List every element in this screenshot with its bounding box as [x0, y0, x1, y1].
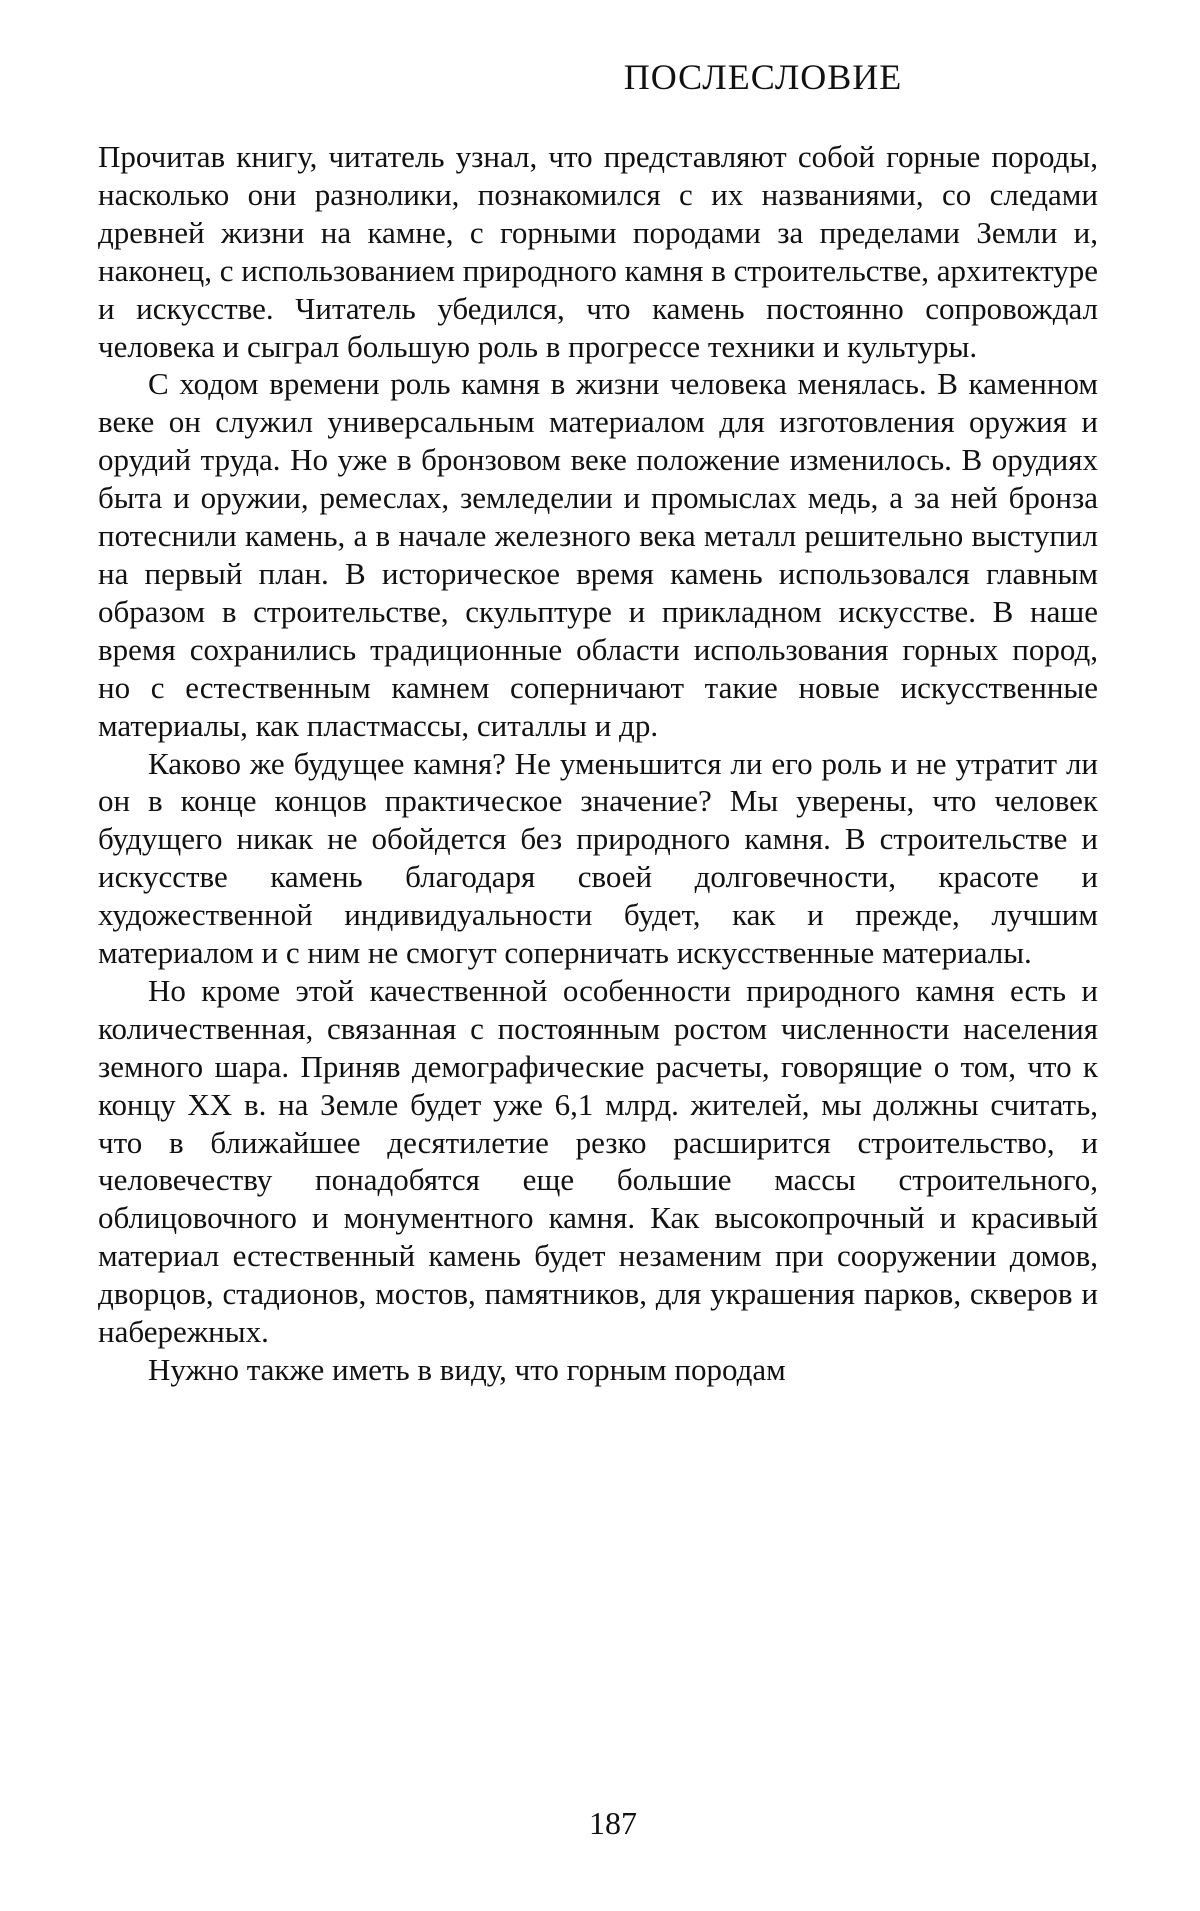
paragraph: С ходом времени роль камня в жизни человека менялась. В каменном веке он служил универсальным материалом для изготовления оружия и орудий труда. Но уже в бронзовом веке положение изменилось. В орудиях быта и оружии, ремеслах, земледелии и промыслах медь, а за ней бронза потеснили камень, а в начале железного века металл решительно выступил на первый план. В историческое время камень использовался главным образом в строительстве, скульптуре и прикладном искусстве. В наше время сохранились традиционные области использования горных пород, но с естественным камнем соперничают такие новые искусственные материалы, как пластмассы, ситаллы и др. — [98, 366, 1098, 743]
paragraph: Но кроме этой качественной особенности природного камня есть и количественная, связанная с постоянным ростом численности населения земного шара. Приняв демографические расчеты, говорящие о том, что к концу XX в. на Земле будет уже 6,1 млрд. жителей, мы должны считать, что в ближайшее десятилетие резко расширится строительство, и человечеству понадобятся еще большие массы строительного, облицовочного и монументного камня. Как высокопрочный и красивый материал естественный камень будет незаменим при сооружении домов, дворцов, стадионов, мостов, памятников, для украшения парков, скверов и набережных. — [98, 972, 1098, 1350]
paragraph: Нужно также иметь в виду, что горным породам — [148, 1352, 786, 1387]
paragraph: Прочитав книгу, читатель узнал, что представляют собой горные породы, насколько они разнолики, познакомился с их названиями, со следами древней жизни на камне, с горными породами за пределами Земли и, наконец, с использованием природного камня в строительстве, архитектуре и искусстве. Читатель убедился, что камень постоянно сопровождал человека и сыграл большую роль в прогрессе техники и культуры. — [98, 139, 1098, 364]
page-number: 187 — [589, 1805, 637, 1841]
paragraph: Каково же будущее камня? Не уменьшится ли его роль и не утратит ли он в конце концов практическое значение? Мы уверены, что человек будущего никак не обойдется без природного камня. В строительстве и искусстве камень благодаря своей долговечности, красоте и художественной индивидуальности будет, как и прежде, лучшим материалом и с ним не смогут соперничать искусственные материалы. — [98, 745, 1098, 971]
body-text — [98, 138, 1098, 1389]
running-head: ПОСЛЕСЛОВИЕ — [623, 57, 903, 97]
book-page — [98, 0, 1098, 1911]
